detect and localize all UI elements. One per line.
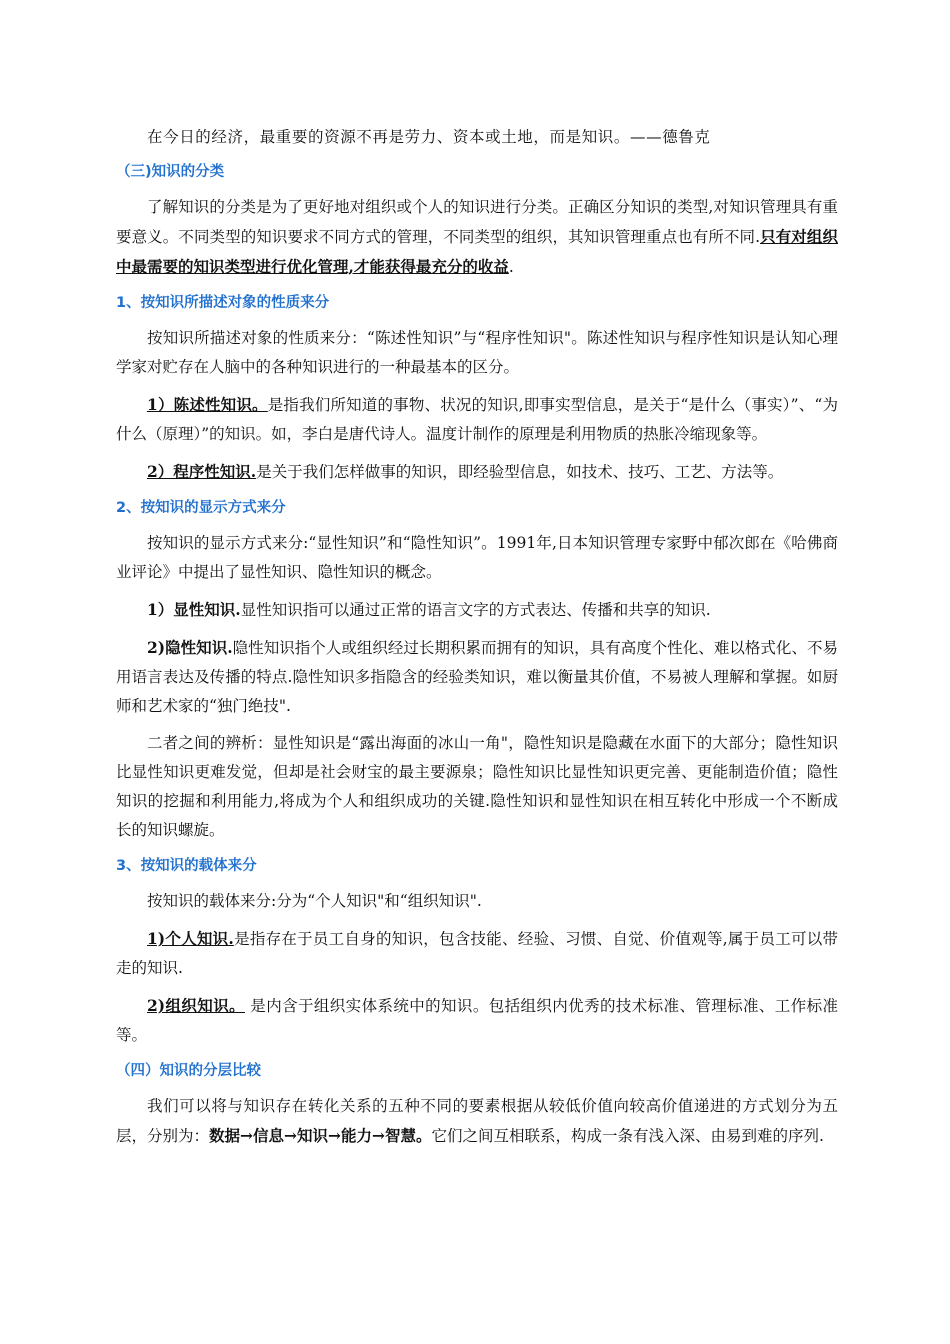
tacit-knowledge (116, 633, 838, 721)
layers-emphasis: 数据→信息→知识→能力→智慧。 (209, 1126, 432, 1145)
intro-text: 了解知识的分类是为了更好地对组织或个人的知识进行分类。正确区分知识的类型,对知识管理具有重要意义。不同类型的知识要求不同方式的管理，不同类型的组织，其知识管理重点也有所不同. (116, 198, 838, 246)
layers-paragraph (116, 1092, 838, 1151)
classification-intro (116, 193, 838, 282)
heading-by-carrier: 3、按知识的载体来分 (116, 858, 257, 874)
section-heading-classification: （三)知识的分类 (116, 164, 225, 180)
tacit-label: 2)隐性知识. (147, 638, 233, 657)
declarative-knowledge (116, 390, 838, 449)
heading-by-nature: 1、按知识所描述对象的性质来分 (116, 295, 330, 311)
organizational-text: 是内含于组织实体系统中的知识。包括组织内优秀的技术标准、管理标准、工作标准等。 (116, 997, 838, 1044)
organizational-knowledge (116, 991, 838, 1050)
tacit-text: 隐性知识指个人或组织经过长期积累而拥有的知识，具有高度个性化、难以格式化、不易用语言表达及传播的特点.隐性知识多指隐含的经验类知识，难以衡量其价值，不易被人理解和掌握。如厨师和艺术家的“独门绝技". (116, 639, 839, 715)
declarative-text: 是指我们所知道的事物、状况的知识,即事实型信息，是关于“是什么（事实）”、“为什么（原理）”的知识。如，李白是唐代诗人。温度计制作的原理是利用物质的热胀冷缩现象等。 (116, 396, 839, 443)
intro-emphasis: 只有对组织中最需要的知识类型进行优化管理,才能获得最充分的收益 (116, 227, 838, 276)
heading-by-display: 2、按知识的显示方式来分 (116, 500, 286, 516)
carrier-body: 按知识的载体来分:分为“个人知识"和“组织知识". (147, 892, 482, 910)
nature-body: 按知识所描述对象的性质来分：“陈述性知识”与“程序性知识"。陈述性知识与程序性知识是认知心理学家对贮存在人脑中的各种知识进行的一种最基本的区分。 (116, 329, 838, 376)
organizational-label: 2)组织知识。 (147, 996, 245, 1015)
personal-knowledge (116, 924, 838, 983)
intro-end: . (508, 258, 514, 276)
layers-text-1: 我们可以将与知识存在转化关系的五种不同的要素根据从较低价值向较高价值递进的方式划分为五层，分别为： (116, 1097, 838, 1145)
display-body: 按知识的显示方式来分:“显性知识”和“隐性知识”。1991年,日本知识管理专家野中郁次郎在《哈佛商业评论》中提出了显性知识、隐性知识的概念。 (116, 534, 838, 581)
personal-text: 是指存在于员工自身的知识，包含技能、经验、习惯、自觉、价值观等,属于员工可以带走的知识. (116, 930, 838, 977)
layers-text-2: 它们之间互相联系，构成一条有浅入深、由易到难的序列. (431, 1127, 824, 1145)
explicit-label: 1）显性知识. (147, 600, 241, 619)
comparison-paragraph: 二者之间的辨析：显性知识是“露出海面的冰山一角"，隐性知识是隐藏在水面下的大部分；隐性知识比显性知识更难发觉，但却是社会财宝的最主要源泉；隐性知识比显性知识更完善、更能制造价值；隐性知识的挖掘和利用能力,将成为个人和组织成功的关键.隐性知识和显性知识在相互转化中形成一个不断成长的知识螺旋。 (116, 734, 838, 839)
drucker-quote: 在今日的经济，最重要的资源不再是劳力、资本或土地，而是知识。——德鲁克 (147, 128, 711, 146)
section-heading-layers: （四）知识的分层比较 (116, 1063, 261, 1079)
procedural-text: 是关于我们怎样做事的知识，即经验型信息，如技术、技巧、工艺、方法等。 (256, 463, 784, 481)
explicit-text: 显性知识指可以通过正常的语言文字的方式表达、传播和共享的知识. (240, 601, 711, 619)
procedural-knowledge (116, 457, 838, 487)
declarative-label: 1）陈述性知识。 (147, 395, 268, 414)
procedural-label: 2）程序性知识. (147, 462, 257, 481)
document-page (116, 123, 838, 1159)
explicit-knowledge (116, 595, 838, 625)
personal-label: 1)个人知识. (147, 929, 234, 948)
